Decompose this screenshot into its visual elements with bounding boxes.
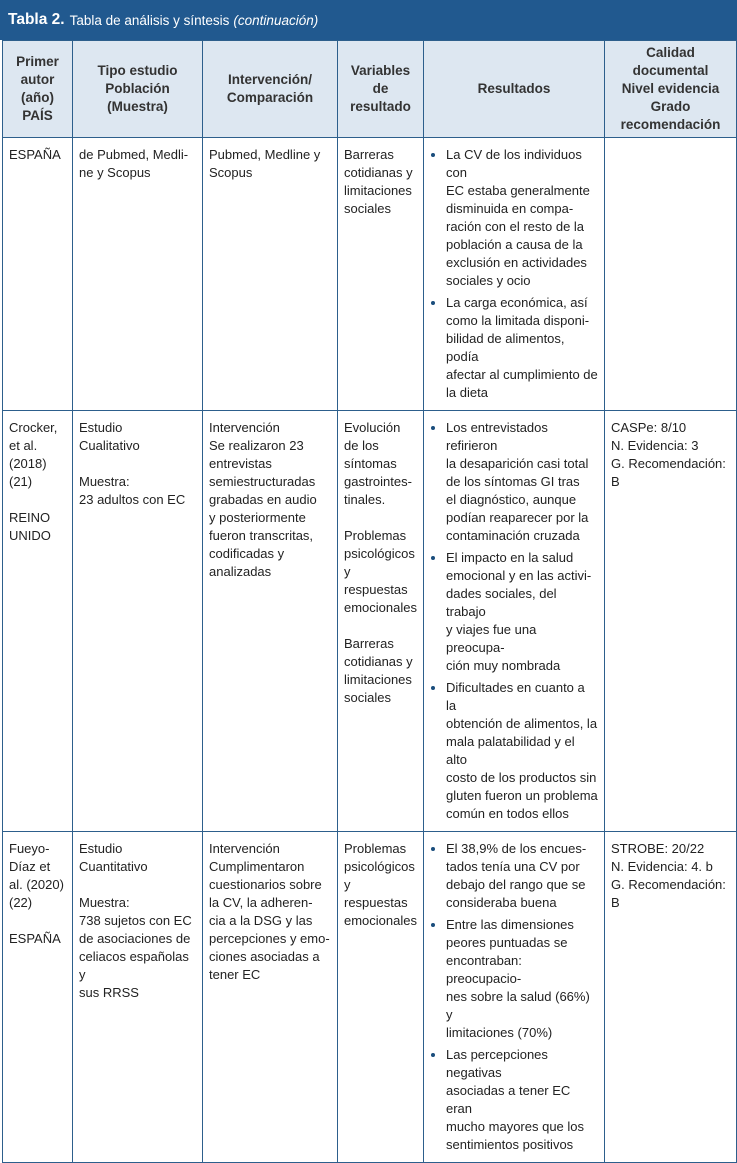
cell-line: (2018) (9, 456, 47, 471)
cell-line: N. Evidencia: 4. b (611, 859, 713, 874)
cell-line: Calidad (646, 45, 695, 60)
result-line: sociales y ocio (446, 273, 531, 288)
cell-line: y posteriormente (209, 510, 306, 525)
variable-line: Barreras (344, 147, 394, 162)
header-tipo (73, 41, 203, 138)
result-line: La carga económica, así (446, 295, 588, 310)
result-line: Los entrevistados refirieron (446, 420, 548, 453)
table-title-bar (0, 0, 737, 40)
result-item (446, 419, 598, 545)
variable-line: sociales (344, 690, 391, 705)
cell-line: CASPe: 8/10 (611, 420, 687, 435)
cell-line: la CV, la adheren- (209, 895, 313, 910)
result-line: nes sobre la salud (66%) y (446, 989, 590, 1022)
cell-line: de asociaciones de (79, 931, 191, 946)
cell-line: ciones asociadas a (209, 949, 320, 964)
result-item (446, 146, 598, 290)
cell-line: (22) (9, 895, 33, 910)
cell-line: cia a la DSG y las (209, 913, 313, 928)
variable-line: Problemas (344, 841, 407, 856)
variable-line: y respuestas (344, 877, 408, 910)
cell-intervencion (203, 411, 338, 832)
result-line: debajo del rango que se (446, 877, 586, 892)
cell-line: ne y Scopus (79, 165, 151, 180)
result-line: El 38,9% de los encues- (446, 841, 587, 856)
variable-group (344, 840, 417, 930)
cell-line: Estudio (79, 841, 123, 856)
cell-autor (3, 832, 73, 1163)
result-line: bilidad de alimentos, podía (446, 331, 565, 364)
result-line: asociadas a tener EC eran (446, 1083, 571, 1116)
variable-line: psicológicos (344, 546, 415, 561)
cell-line: documental (632, 63, 709, 78)
result-line: afectar al cumplimiento de (446, 367, 598, 382)
cell-line: Comparación (226, 90, 314, 105)
cell-line: Intervención (209, 841, 280, 856)
cell-line: semiestructuradas (209, 474, 316, 489)
variable-line: emocionales (344, 600, 417, 615)
cell-line: Cumplimentaron (209, 859, 305, 874)
result-line: el diagnóstico, aunque (446, 492, 577, 507)
cell-autor (3, 138, 73, 411)
variable-line: cotidianas y (344, 165, 413, 180)
cell-line: (21) (9, 474, 33, 489)
cell-line: Pubmed, Medline y (209, 147, 321, 162)
variable-group (344, 527, 417, 617)
cell-line: Grado (650, 99, 691, 114)
result-line: Las percepciones negativas (446, 1047, 548, 1080)
variable-line: gastrointes- (344, 474, 412, 489)
cell-line: sus RRSS (79, 985, 139, 1000)
result-line: Dificultades en cuanto a la (446, 680, 585, 713)
result-line: población a causa de la (446, 237, 583, 252)
cell-line: Población (105, 81, 170, 96)
result-line: sentimientos positivos (446, 1137, 574, 1152)
cell-line: N. Evidencia: 3 (611, 438, 699, 453)
result-item (446, 549, 598, 675)
cell-line: entrevistas (209, 456, 272, 471)
cell-line: ESPAÑA (9, 147, 61, 162)
cell-tipo (73, 138, 203, 411)
cell-intervencion (203, 138, 338, 411)
result-line: disminuida en compa- (446, 201, 574, 216)
cell-line: de (372, 81, 389, 96)
result-line: tados tenía una CV por (446, 859, 580, 874)
result-line: la desaparición casi total (446, 456, 589, 471)
result-line: común en todos ellos (446, 806, 569, 821)
cell-line: codificadas y (209, 546, 285, 561)
cell-line: 738 sujetos con EC (79, 913, 192, 928)
cell-line: fueron transcritas, (209, 528, 314, 543)
cell-calidad (605, 832, 737, 1163)
cell-resultados (424, 411, 605, 832)
header-intervencion (203, 41, 338, 138)
cell-resultados (424, 832, 605, 1163)
variable-line: Barreras (344, 636, 394, 651)
variable-line: emocionales (344, 913, 417, 928)
result-line: El impacto en la salud (446, 550, 574, 565)
variable-group (344, 419, 417, 509)
cell-line: Cualitativo (79, 438, 140, 453)
variable-group (344, 146, 417, 218)
cell-line: grabadas en audio (209, 492, 317, 507)
table-row (3, 138, 737, 411)
cell-line: de Pubmed, Medli- (79, 147, 189, 162)
variable-line: de los (344, 438, 379, 453)
table-title-subtitle: Tabla de análisis y síntesis (69, 12, 230, 28)
cell-line: autor (20, 72, 55, 87)
header-autor (3, 41, 73, 138)
cell-line: et al. (9, 438, 38, 453)
analysis-synthesis-table (2, 40, 737, 1163)
cell-line: percepciones y emo- (209, 931, 330, 946)
cell-variables (338, 138, 424, 411)
result-line: ción muy nombrada (446, 658, 561, 673)
result-line: podían reaparecer por la (446, 510, 589, 525)
result-line: y viajes fue una preocupa- (446, 622, 537, 655)
header-resultados: Resultados (424, 41, 605, 138)
cell-line: (año) (21, 90, 54, 105)
result-line: peores puntuadas se (446, 935, 568, 950)
result-line: exclusión en actividades (446, 255, 587, 270)
result-line: emocional y en las activi- (446, 568, 592, 583)
cell-line: G. Recomendación: (611, 456, 726, 471)
cell-line: Cuantitativo (79, 859, 148, 874)
result-line: la dieta (446, 385, 488, 400)
result-line: La CV de los individuos con (446, 147, 582, 180)
cell-line: recomendación (620, 117, 721, 132)
variable-line: limitaciones (344, 183, 412, 198)
cell-variables (338, 832, 424, 1163)
cell-line: cuestionarios sobre (209, 877, 322, 892)
result-item (446, 679, 598, 823)
cell-calidad (605, 138, 737, 411)
result-line: costo de los productos sin (446, 770, 597, 785)
result-line: como la limitada disponi- (446, 313, 590, 328)
cell-line: G. Recomendación: (611, 877, 726, 892)
result-line: obtención de alimentos, la (446, 716, 598, 731)
cell-line: Scopus (209, 165, 253, 180)
variable-line: limitaciones (344, 672, 412, 687)
cell-variables (338, 411, 424, 832)
cell-line: Estudio (79, 420, 123, 435)
header-variables (338, 41, 424, 138)
cell-line: (Muestra) (107, 99, 168, 114)
cell-line: 23 adultos con EC (79, 492, 186, 507)
variable-line: síntomas (344, 456, 397, 471)
cell-line: Se realizaron 23 (209, 438, 304, 453)
cell-calidad (605, 411, 737, 832)
cell-line: B (611, 895, 620, 910)
cell-line: Intervención (209, 420, 280, 435)
cell-line: Variables (350, 63, 411, 78)
cell-line: al. (2020) (9, 877, 64, 892)
cell-line: STROBE: 20/22 (611, 841, 705, 856)
result-line: Entre las dimensiones (446, 917, 574, 932)
cell-line: B (611, 474, 620, 489)
cell-line: resultado (350, 99, 411, 114)
table-title-label: Tabla 2. (8, 11, 65, 28)
variable-line: Problemas (344, 528, 407, 543)
cell-line: Fueyo- (9, 841, 50, 856)
table-row (3, 411, 737, 832)
cell-autor (3, 411, 73, 832)
cell-tipo (73, 411, 203, 832)
variable-line: y respuestas (344, 564, 408, 597)
result-item (446, 916, 598, 1042)
result-line: dades sociales, del trabajo (446, 586, 557, 619)
cell-line: Muestra: (79, 895, 130, 910)
result-line: consideraba buena (446, 895, 557, 910)
variable-line: psicológicos (344, 859, 415, 874)
cell-line: Intervención/ (227, 72, 313, 87)
cell-line: Nivel evidencia (621, 81, 720, 96)
result-item (446, 294, 598, 402)
result-line: mucho mayores que los (446, 1119, 585, 1134)
cell-line: Primer (16, 54, 59, 69)
variable-line: Evolución (344, 420, 401, 435)
result-line: de los síntomas GI tras (446, 474, 580, 489)
cell-line: UNIDO (9, 528, 51, 543)
cell-intervencion (203, 832, 338, 1163)
result-item (446, 1046, 598, 1154)
cell-line: tener EC (209, 967, 261, 982)
result-line: encontraban: preocupacio- (446, 953, 522, 986)
cell-line: ESPAÑA (9, 931, 61, 946)
result-item (446, 840, 598, 912)
result-line: gluten fueron un problema (446, 788, 598, 803)
cell-resultados (424, 138, 605, 411)
cell-line: celiacos españolas y (79, 949, 189, 982)
result-line: mala palatabilidad y el alto (446, 734, 575, 767)
cell-line: Crocker, (9, 420, 58, 435)
variable-line: sociales (344, 201, 391, 216)
result-line: limitaciones (70%) (446, 1025, 553, 1040)
variable-group (344, 635, 417, 707)
cell-line: PAÍS (22, 108, 53, 123)
cell-line: Díaz et (9, 859, 51, 874)
cell-line: analizadas (209, 564, 272, 579)
cell-line: Tipo estudio (97, 63, 178, 78)
cell-line: REINO (9, 510, 51, 525)
result-line: EC estaba generalmente (446, 183, 590, 198)
header-row (3, 41, 737, 138)
cell-line: Muestra: (79, 474, 130, 489)
table-title-continuation: (continuación) (233, 12, 319, 28)
header-calidad (605, 41, 737, 138)
table-row (3, 832, 737, 1163)
cell-tipo (73, 832, 203, 1163)
result-line: contaminación cruzada (446, 528, 580, 543)
result-line: ración con el resto de la (446, 219, 585, 234)
variable-line: tinales. (344, 492, 386, 507)
variable-line: cotidianas y (344, 654, 413, 669)
